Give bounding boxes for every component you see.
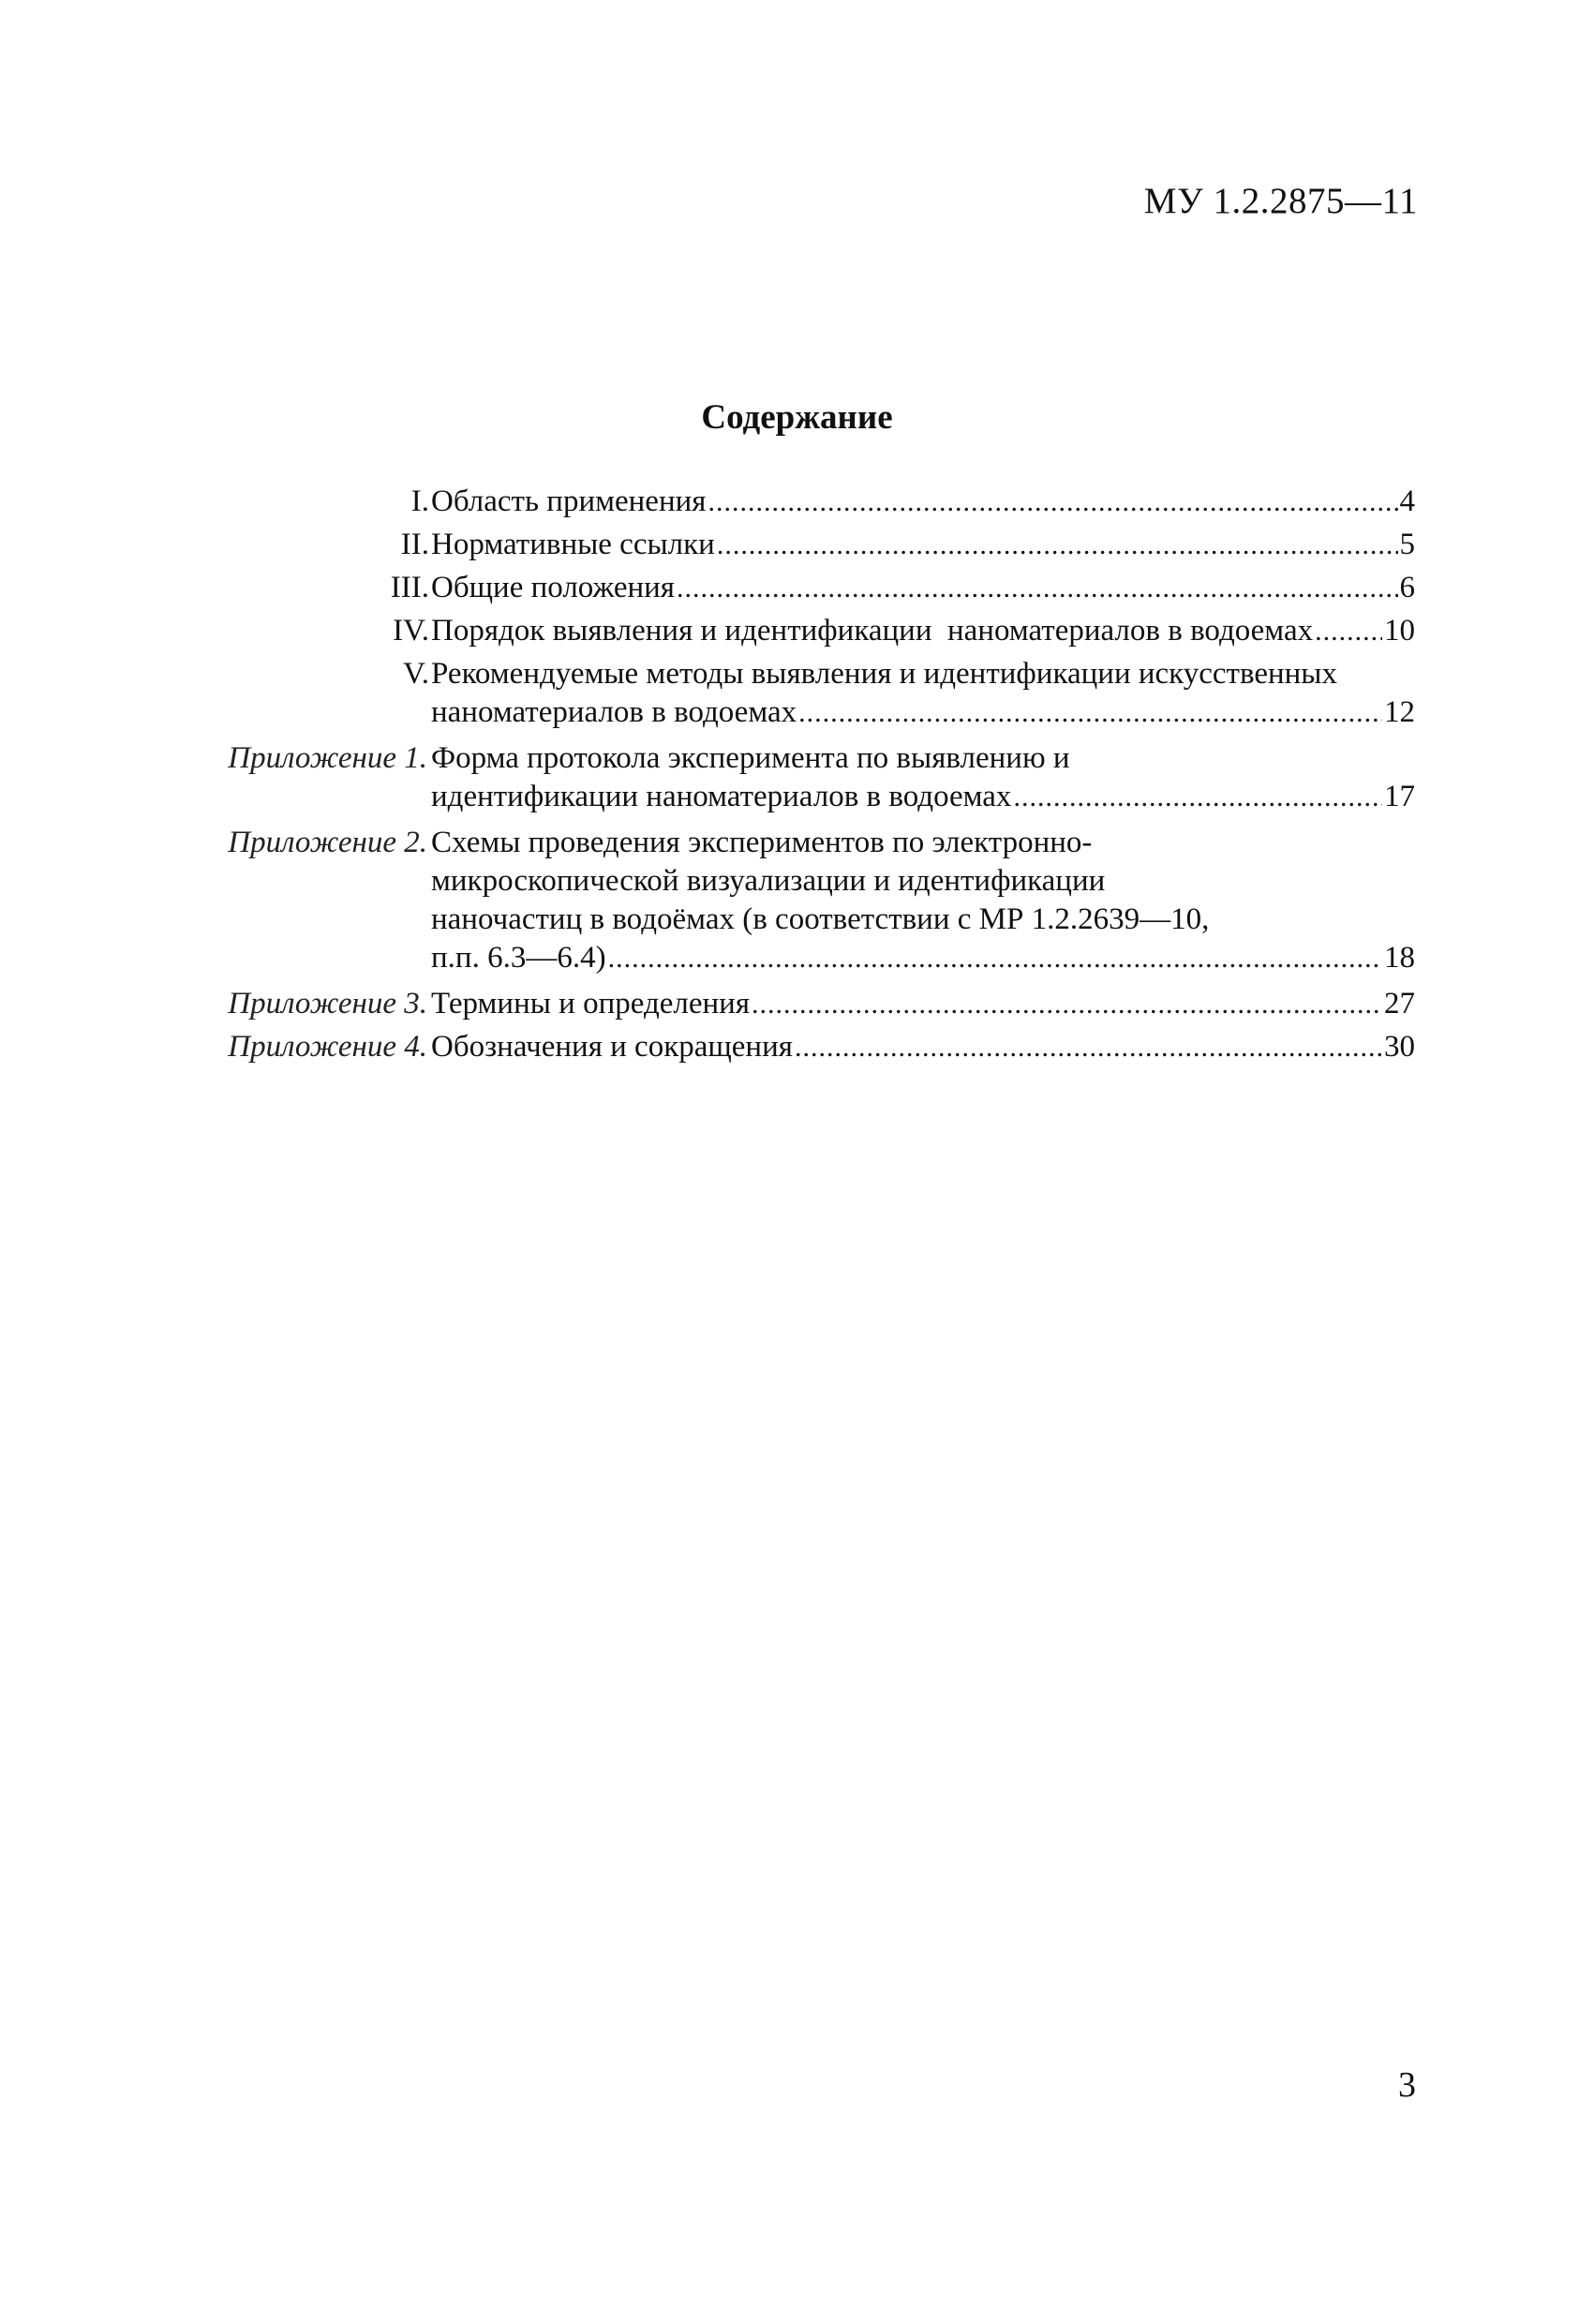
toc-entry-page: 6	[1399, 571, 1415, 604]
toc-entry-page: 10	[1384, 614, 1415, 648]
document-code: МУ 1.2.2875—11	[1143, 181, 1418, 221]
toc-entry-page: 27	[1384, 987, 1415, 1020]
toc-entry[interactable]	[178, 526, 1415, 564]
toc-entry-text: Рекомендуемые методы выявления и идентификации искусственных	[431, 657, 1337, 691]
dot-leader	[677, 569, 1398, 607]
toc-entry-text: Нормативные ссылки	[431, 528, 715, 561]
toc-entry-number: IV.	[393, 614, 429, 648]
toc-entry-appendix-label: Приложение 3.	[228, 987, 427, 1020]
dot-leader	[795, 1028, 1382, 1066]
toc-entry-number: III.	[390, 571, 429, 604]
toc-entry[interactable]	[178, 655, 1415, 732]
toc-entry-number: I.	[410, 484, 429, 518]
toc-entry-text: Область применения	[431, 484, 707, 518]
toc-entry-page: 18	[1384, 941, 1415, 975]
toc-entry[interactable]	[178, 985, 1415, 1023]
dot-leader	[717, 526, 1398, 564]
dot-leader	[1013, 778, 1382, 816]
toc-entry-text: Термины и определения	[431, 987, 751, 1020]
toc-entry-text: Обозначения и сокращения	[431, 1030, 793, 1064]
dot-leader	[608, 939, 1382, 977]
toc-entry-text: п.п. 6.3—6.4)	[431, 941, 606, 975]
toc-entry-page: 30	[1384, 1030, 1415, 1064]
page-number: 3	[1398, 2065, 1416, 2105]
toc-entry-page: 5	[1399, 528, 1415, 561]
toc-entry-text: Схемы проведения экспериментов по электронно-	[431, 826, 1093, 859]
toc-entry-number: V.	[403, 657, 429, 691]
toc-entry[interactable]	[178, 1028, 1415, 1066]
toc-entry-text: Общие положения	[431, 571, 675, 604]
dot-leader	[752, 985, 1382, 1023]
toc-entry-page: 4	[1399, 484, 1415, 518]
toc-entry[interactable]	[178, 739, 1415, 816]
toc-entry[interactable]	[178, 824, 1415, 977]
toc-entry[interactable]	[178, 612, 1415, 650]
toc-entry-text: наноматериалов в водоемах	[431, 695, 797, 729]
dot-leader	[1315, 612, 1382, 650]
dot-leader	[708, 483, 1397, 521]
toc-entry-text: Форма протокола эксперимента по выявлению и	[431, 741, 1070, 775]
toc-entry-text: наночастиц в водоёмах (в соответствии с МР 1.2.2639—10,	[431, 902, 1210, 936]
toc-entry-appendix-label: Приложение 4.	[228, 1030, 427, 1064]
toc-entry-appendix-label: Приложение 2.	[228, 826, 427, 859]
table-of-contents	[178, 483, 1415, 1066]
toc-entry-appendix-label: Приложение 1.	[228, 741, 427, 775]
toc-entry-text: Порядок выявления и идентификации наноматериалов в водоемах	[431, 614, 1314, 648]
toc-entry-page: 17	[1384, 780, 1415, 813]
toc-entry[interactable]	[178, 483, 1415, 521]
toc-entry-text: идентификации наноматериалов в водоемах	[431, 780, 1012, 813]
toc-entry[interactable]	[178, 569, 1415, 607]
dot-leader	[798, 693, 1382, 732]
toc-entry-text: микроскопической визуализации и идентификации	[431, 864, 1106, 898]
toc-title: Содержание	[701, 398, 893, 437]
toc-entry-number: II.	[400, 528, 429, 561]
toc-entry-page: 12	[1384, 695, 1415, 729]
